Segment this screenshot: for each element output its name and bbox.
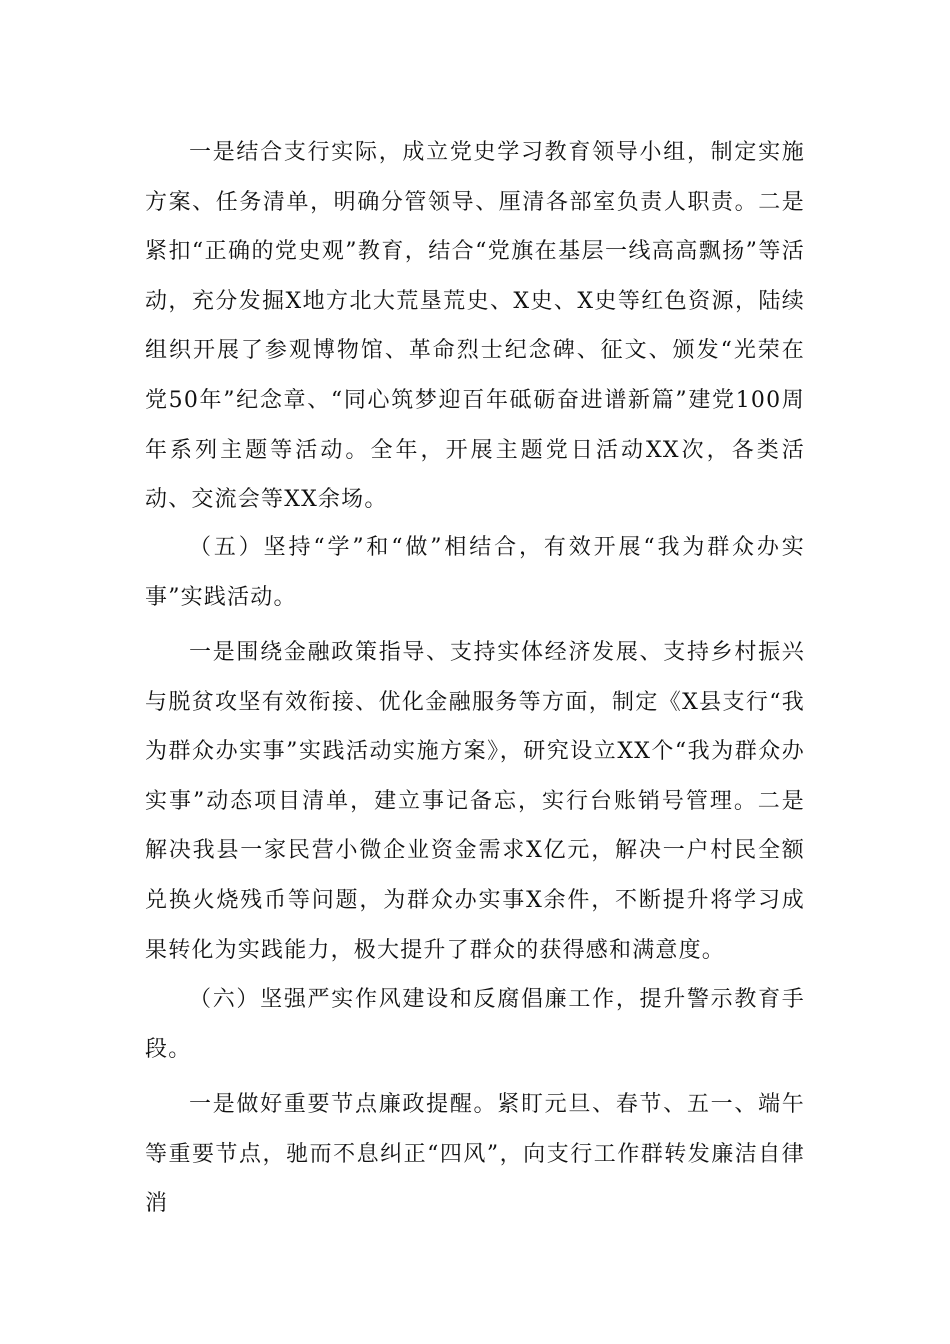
section-heading-six: （六）坚强严实作风建设和反腐倡廉工作，提升警示教育手段。 (145, 987, 805, 1062)
body-paragraph-practical-deeds: 一是围绕金融政策指导、支持实体经济发展、支持乡村振兴与脱贫攻坚有效衔接、优化金融服务等方面，制定《X县支行“我为群众办实事”实践活动实施方案》，研究设立XX个“我为群众办实事”动态项目清单，建立事记备忘，实行台账销号管理。二是解决我县一家民营小微企业资金需求X亿元，解决一户村民全额兑换火烧残币等问题，为群众办实事X余件，不断提升将学习成果转化为实践能力，极大提升了群众的获得感和满意度。 (145, 640, 805, 963)
body-paragraph-integrity-reminder: 一是做好重要节点廉政提醒。紧盯元旦、春节、五一、端午等重要节点，驰而不息纠正“四风”，向支行工作群转发廉洁自律消 (145, 1092, 805, 1217)
body-paragraph-party-history-activities: 一是结合支行实际，成立党史学习教育领导小组，制定实施方案、任务清单，明确分管领导、厘清各部室负责人职责。二是紧扣“正确的党史观”教育，结合“党旗在基层一线高高飘扬”等活动，充分发掘X地方北大荒垦荒史、X史、X史等红色资源，陆续组织开展了参观博物馆、革命烈士纪念碑、征文、颁发“光荣在党50年”纪念章、“同心筑梦迎百年砥砺奋进谱新篇”建党100周年系列主题等活动。全年，开展主题党日活动XX次，各类活动、交流会等XX余场。 (145, 140, 805, 513)
section-heading-five: （五）坚持“学”和“做”相结合，有效开展“我为群众办实事”实践活动。 (145, 535, 805, 610)
